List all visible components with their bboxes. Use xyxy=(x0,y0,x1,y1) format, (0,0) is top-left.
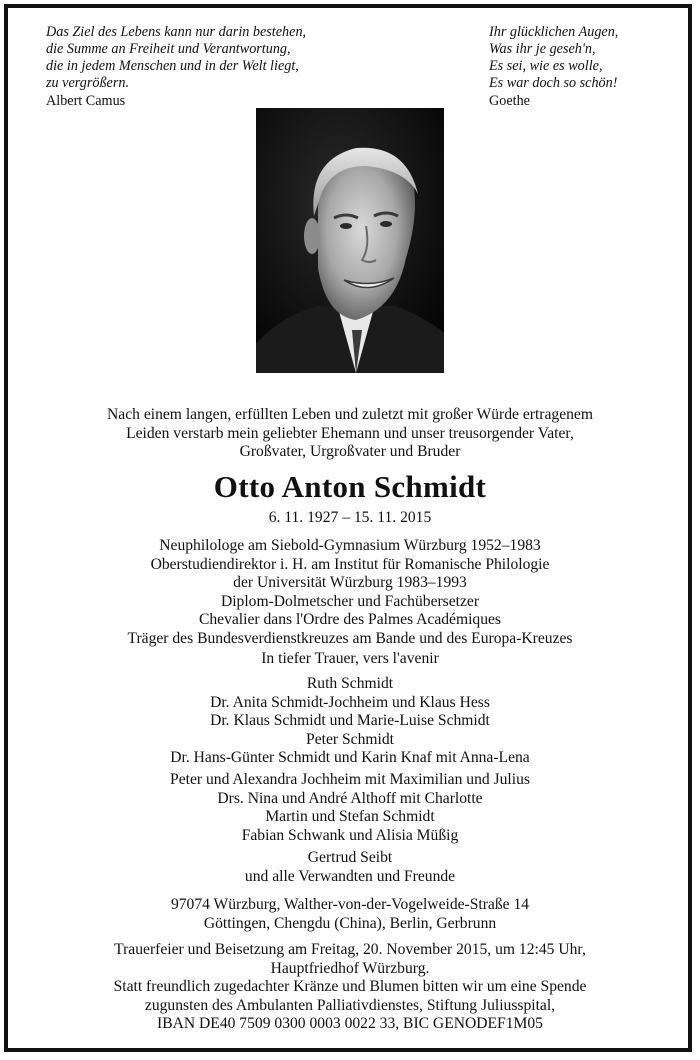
quote-author: Albert Camus xyxy=(46,93,126,109)
service-info xyxy=(0,941,700,1034)
camus-quote xyxy=(46,24,376,110)
address-block xyxy=(0,896,700,933)
address-line: Göttingen, Chengdu (China), Berlin, Gerbrunn xyxy=(203,914,497,932)
address-line: 97074 Würzburg, Walther-von-der-Vogelweide-Straße 14 xyxy=(170,896,530,913)
service-line: Hauptfriedhof Würzburg. xyxy=(270,959,430,977)
family-line: Dr. Anita Schmidt-Jochheim und Klaus Hess xyxy=(210,693,490,711)
quote-line: Ihr glücklichen Augen, xyxy=(489,24,619,40)
family-line: Dr. Hans-Günter Schmidt und Karin Knaf mit Anna-Lena xyxy=(170,749,530,766)
quote-author: Goethe xyxy=(489,93,530,109)
quote-line: die Summe an Freiheit und Verantwortung, xyxy=(46,41,291,57)
bank-details: IBAN DE40 7509 0300 0003 0022 33, BIC GENODEF1M05 xyxy=(157,1015,543,1032)
family-line: Peter und Alexandra Jochheim mit Maximilian und Julius xyxy=(170,771,530,788)
family-line: Fabian Schwank und Alisia Müßig xyxy=(241,826,459,844)
family-line: Drs. Nina und André Althoff mit Charlotte xyxy=(217,789,483,807)
career-line: der Universität Würzburg 1983–1993 xyxy=(233,574,467,591)
family-grandchildren xyxy=(0,771,700,845)
family-line: Ruth Schmidt xyxy=(306,675,394,692)
intro-line: Leiden verstarb mein geliebter Ehemann und unser treusorgender Vater, xyxy=(126,424,574,442)
portrait-photo xyxy=(256,108,444,373)
intro-line: Großvater, Urgroßvater und Bruder xyxy=(239,443,461,460)
family-children xyxy=(0,675,700,768)
career-line: Träger des Bundesverdienstkreuzes am Bande und des Europa-Kreuzes xyxy=(127,629,573,647)
career-line: Neuphilologe am Siebold-Gymnasium Würzburg 1952–1983 xyxy=(159,537,541,554)
quote-line: Es war doch so schön! xyxy=(489,75,618,91)
intro-text xyxy=(0,406,700,462)
goethe-quote xyxy=(489,24,679,110)
family-line: Martin und Stefan Schmidt xyxy=(265,808,435,825)
family-line: Dr. Klaus Schmidt und Marie-Luise Schmidt xyxy=(210,712,490,729)
career-list xyxy=(0,537,700,648)
family-line: Peter Schmidt xyxy=(306,730,394,748)
family-line: Gertrud Seibt xyxy=(307,849,393,866)
quote-line: zu vergrößern. xyxy=(46,75,130,91)
quote-line: die in jedem Menschen und in der Welt liegt, xyxy=(46,58,299,74)
life-dates: 6. 11. 1927 – 15. 11. 2015 xyxy=(268,509,432,526)
quote-line: Es sei, wie es wolle, xyxy=(489,58,603,74)
deceased-name: Otto Anton Schmidt xyxy=(213,469,487,504)
service-line: Trauerfeier und Beisetzung am Freitag, 20. November 2015, um 12:45 Uhr, xyxy=(114,941,586,958)
intro-line: Nach einem langen, erfüllten Leben und zuletzt mit großer Würde ertragenem xyxy=(107,406,593,423)
career-line: Oberstudiendirektor i. H. am Institut für Romanische Philologie xyxy=(150,555,550,573)
mourning-line: In tiefer Trauer, vers l'avenir xyxy=(261,650,439,667)
career-line: Chevalier dans l'Ordre des Palmes Académiques xyxy=(198,611,502,628)
quote-line: Was ihr je geseh'n, xyxy=(489,41,596,57)
career-line: Diplom-Dolmetscher und Fachübersetzer xyxy=(220,592,480,610)
quote-line: Das Ziel des Lebens kann nur darin bestehen, xyxy=(46,24,307,40)
family-line: und alle Verwandten und Freunde xyxy=(244,867,456,885)
service-line: zugunsten des Ambulanten Palliativdienstes, Stiftung Juliusspital, xyxy=(144,996,556,1014)
service-line: Statt freundlich zugedachter Kränze und Blumen bitten wir um eine Spende xyxy=(113,978,587,995)
family-others xyxy=(0,849,700,886)
portrait-illustration xyxy=(256,108,444,373)
